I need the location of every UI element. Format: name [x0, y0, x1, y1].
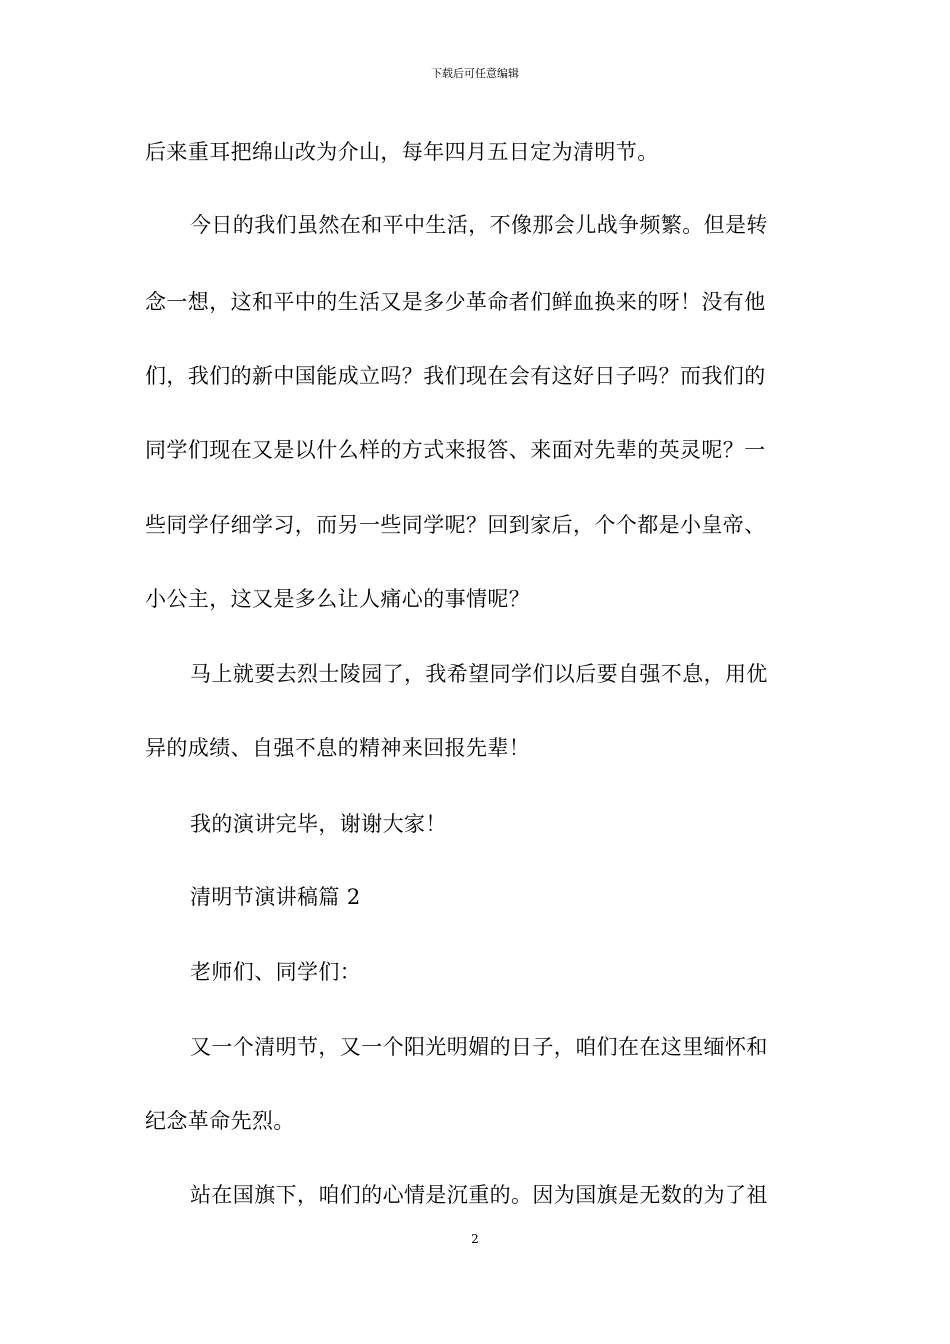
page-number: 2	[471, 1232, 479, 1246]
paragraph-line: 又一个清明节，又一个阳光明媚的日子，咱们在在这里缅怀和	[190, 1035, 768, 1059]
paragraph-line: 纪念革命先烈。	[145, 1109, 295, 1133]
paragraph-line: 们，我们的新中国能成立吗？我们现在会有这好日子吗？而我们的	[145, 364, 766, 388]
paragraph-line: 后来重耳把绵山改为介山，每年四月五日定为清明节。	[145, 140, 659, 164]
paragraph-line: 小公主，这又是多么让人痛心的事情呢？	[145, 587, 531, 611]
paragraph-line: 异的成绩、自强不息的精神来回报先辈！	[145, 736, 531, 760]
paragraph-line: 马上就要去烈士陵园了，我希望同学们以后要自强不息，用优	[190, 662, 768, 686]
paragraph-line: 站在国旗下，咱们的心情是沉重的。因为国旗是无数的为了祖	[190, 1183, 768, 1207]
paragraph-line: 同学们现在又是以什么样的方式来报答、来面对先辈的英灵呢？一	[145, 438, 766, 462]
paragraph-line: 今日的我们虽然在和平中生活，不像那会儿战争频繁。但是转	[190, 213, 768, 237]
paragraph-line: 我的演讲完毕，谢谢大家！	[190, 812, 447, 836]
section-heading: 清明节演讲稿篇 2	[190, 885, 361, 909]
paragraph-line: 些同学仔细学习，而另一些同学呢？回到家后，个个都是小皇帝、	[145, 513, 766, 537]
paragraph-line: 老师们、同学们：	[190, 960, 362, 984]
page-header: 下载后可任意编辑	[431, 67, 519, 80]
paragraph-line: 念一想，这和平中的生活又是多少革命者们鲜血换来的呀！没有他	[145, 290, 766, 314]
